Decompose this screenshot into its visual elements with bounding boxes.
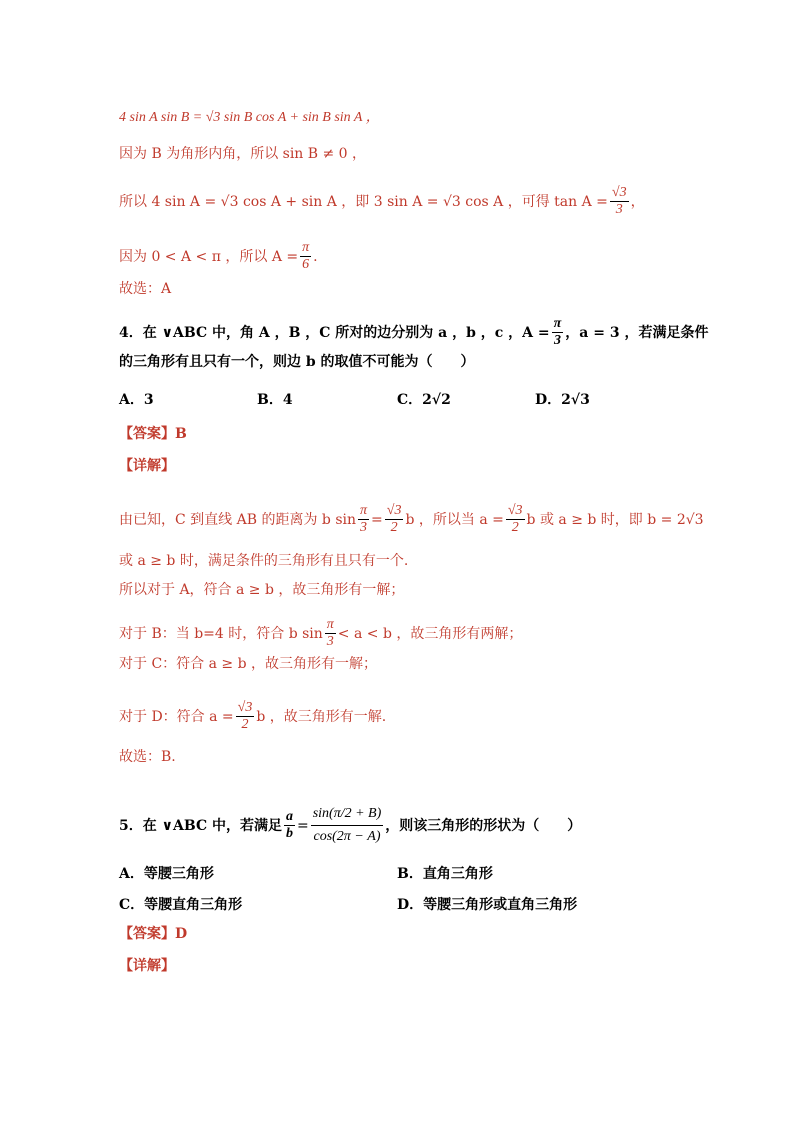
- q4-detail-line-1: 由已知，C 到直线 AB 的距离为 b sin $\frac{\pi}{3}$ = $\frac{√3}{2}$ b ，所以当 a = $\frac{√3}{2}$ b 或 a ≥ b 时，即 b = 2√3: [119, 503, 704, 535]
- solution-text: 所以 4 sin A = √3 cos A + sin A ，即 3 sin A = √3 cos A ，可得 tan A =: [119, 193, 608, 210]
- q5-option-b: B．直角三角形: [397, 866, 493, 882]
- fraction: $\frac{√3}{2}$: [386, 503, 402, 535]
- fraction: $\frac{√3}{2}$: [237, 700, 253, 732]
- q4-detail-line-2: 或 a ≥ b 时，满足条件的三角形有且只有一个.: [119, 553, 409, 569]
- solution-line-3: 所以 4 sin A = √3 cos A + sin A ，即 3 sin A = √3 cos A ，可得 tan A = $\frac{√3}{3}$ ，: [119, 185, 645, 217]
- q4-option-c: C．2√2: [397, 392, 451, 408]
- q4-detail-line-4: 对于 B：当 b=4 时，符合 b sin $\frac{\pi}{3}$ < a < b ，故三角形有两解；: [119, 617, 523, 649]
- q4-stem-line-1: 4．在 ∨ABC 中，角 A ，B ，C 所对的边分别为 a ，b ，c ，A = $\frac{\pi}{3}$ ，a = 3 ，若满足条件: [119, 316, 709, 348]
- q4-detail-line-6: 对于 D：符合 a = $\frac{√3}{2}$ b ，故三角形有一解.: [119, 700, 387, 732]
- q5-stem: 5．在 ∨ABC 中，若满足 $\frac{a}{b}$ = $\frac{\sin(\pi/2 + B)}{\cos(2\pi - A)}$ ，则该三角形的形状为（ ）: [119, 803, 581, 848]
- q4-detail-line-7: 故选：B.: [119, 749, 176, 765]
- fraction: $\frac{√3}{3}$: [611, 185, 627, 217]
- big-fraction: $\frac{\sin(\pi/2 + B)}{\cos(2\pi - A)}$: [311, 803, 384, 848]
- fraction: $\frac{\pi}{3}$: [553, 316, 562, 348]
- q5-answer: 【答案】D: [119, 926, 188, 942]
- q5-option-a: A．等腰三角形: [119, 866, 214, 882]
- equation-text: 4 sin A sin B = √3 sin B cos A + sin B sin A ，: [119, 110, 380, 125]
- q5-option-d: D．等腰三角形或直角三角形: [397, 897, 578, 913]
- solution-line-4: 因为 0 < A < π ，所以 A = $\frac{\pi}{6}$ .: [119, 240, 318, 272]
- q4-detail-label: 【详解】: [119, 458, 175, 474]
- q4-detail-line-5: 对于 C：符合 a ≥ b ，故三角形有一解；: [119, 656, 378, 672]
- q4-stem-line-2: 的三角形有且只有一个，则边 b 的取值不可能为（ ）: [119, 354, 475, 370]
- q4-option-a: A．3: [119, 392, 154, 408]
- solution-line-2: [119, 144, 366, 164]
- q4-option-d: D．2√3: [535, 392, 590, 408]
- answer-choice-line: 故选：A: [119, 281, 172, 297]
- fraction: $\frac{\pi}{3}$: [360, 503, 368, 535]
- fraction: $\frac{a}{b}$: [285, 809, 293, 841]
- q4-detail-line-3: 所以对于 A，符合 a ≥ b ，故三角形有一解；: [119, 582, 405, 598]
- fraction: $\frac{√3}{2}$: [507, 503, 523, 535]
- solution-text: 因为 0 < A < π ，所以 A =: [119, 248, 299, 265]
- equation-line-1: [119, 108, 380, 128]
- q5-option-c: C．等腰直角三角形: [119, 897, 243, 913]
- q4-option-b: B．4: [257, 392, 293, 408]
- q5-detail-label: 【详解】: [119, 958, 175, 974]
- solution-text: 因为 B 为角形内角，所以 sin B ≠ 0 ，: [119, 146, 367, 162]
- fraction: $\frac{\pi}{6}$: [302, 240, 310, 272]
- q4-answer: 【答案】B: [119, 426, 187, 442]
- fraction: $\frac{\pi}{3}$: [326, 617, 334, 649]
